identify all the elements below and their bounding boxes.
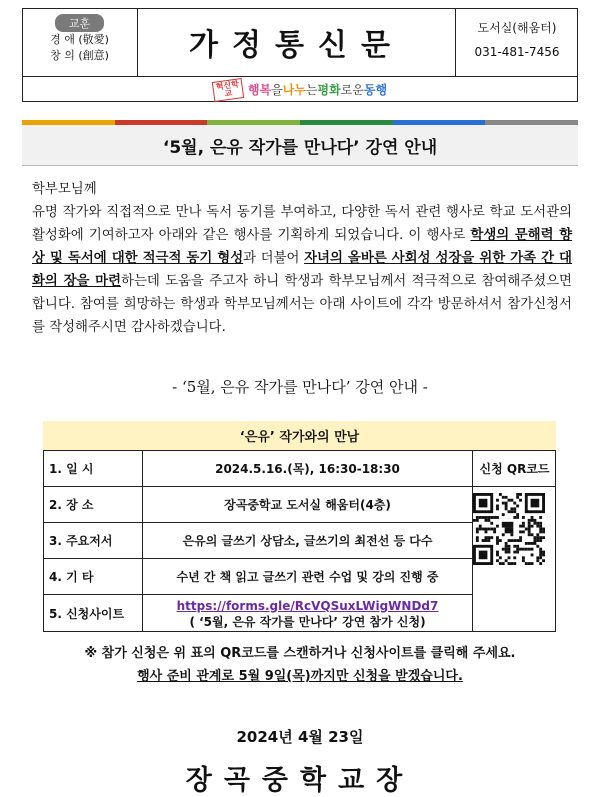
table-row-date <box>43 451 473 487</box>
notice-title: ‘5월, 은유 작가를 만나다’ 강연 안내 <box>22 125 578 166</box>
slogan-word-4: 동행 <box>363 83 388 97</box>
body-paragraph <box>32 201 572 339</box>
school-motto <box>22 8 138 76</box>
row-label: 5. 신청사이트 <box>43 595 143 632</box>
slogan-row <box>22 76 578 102</box>
table-row-etc <box>43 559 473 595</box>
slogan-particle-1: 을 <box>271 83 283 97</box>
row-label: 3. 주요저서 <box>43 523 143 558</box>
row-label: 1. 일 시 <box>43 451 143 486</box>
table-row-books <box>43 523 473 559</box>
row-value: 장곡중학교 도서실 해움터(4층) <box>143 487 473 522</box>
motto-badge: 교훈 <box>55 14 104 32</box>
deadline-note: 행사 준비 관계로 5월 9일(목)까지만 신청을 받겠습니다. <box>137 669 463 684</box>
slogan-particle-3: 로운 <box>340 83 364 97</box>
letter-body <box>32 178 572 339</box>
page-title: 가정통신문 <box>138 8 456 76</box>
slogan-particle-2: 는 <box>305 83 318 97</box>
row-label: 2. 장 소 <box>43 487 143 522</box>
body-text-1: 유명 작가와 직접적으로 만나 독서 동기를 부여하고, 다양한 독서 관련 행사로 학교 도서관의 활성화에 기여하고자 아래와 같은 행사를 기획하게 되었습니다. 이 행사로 <box>32 205 572 243</box>
body-text-3: 하는데 도움을 주고자 하니 학생과 학부모님께서 적극적으로 참여해주셨으면 합니다. 참여를 희망하는 학생과 학부모님께서는 아래 사이트에 각각 방문하셔서 참가신청서를 작성해주시면 감사하겠습니다. <box>32 274 572 335</box>
application-note: ※ 참가 신청은 위 표의 QR코드를 스캔하거나 신청사이트를 클릭해 주세요. <box>84 646 516 661</box>
table-row-place <box>43 487 473 523</box>
row-value: 2024.5.16.(목), 16:30-18:30 <box>143 451 473 486</box>
slogan-word-2: 나누 <box>282 83 306 97</box>
motto-line-2: 창 의 (創意) <box>50 49 109 62</box>
qr-title: 신청 QR코드 <box>473 451 556 487</box>
application-link[interactable]: https://forms.gle/RcVQSuxLWigWNDd7 <box>176 598 439 613</box>
underlined-text-1: 학생의 문해력 향상 및 독서에 대한 적극적 동기 형성 <box>32 228 573 266</box>
table-header: ‘은유’ 작가와의 만남 <box>43 421 556 451</box>
school-principal: 장곡중학교장 <box>185 765 415 796</box>
slogan-word-3: 평화 <box>317 83 341 97</box>
row-label: 4. 기 타 <box>43 559 143 594</box>
qr-code-icon[interactable] <box>473 493 545 565</box>
greeting: 학부모님께 <box>32 182 97 197</box>
contact-info <box>456 8 578 76</box>
table-row-site <box>43 595 473 632</box>
body-text-2: 과 더불어 <box>243 251 305 266</box>
underlined-text-2: 자녀의 올바른 사회성 성장을 위한 가족 간 대화의 장을 마련 <box>32 251 572 289</box>
contact-phone: 031-481-7456 <box>474 45 560 59</box>
event-sub-title: - ‘5월, 은유 작가를 만나다’ 강연 안내 - <box>172 378 428 396</box>
motto-line-1: 경 애 (敬愛) <box>50 33 109 46</box>
innovation-school-stamp-icon: 혁신학교 <box>212 78 244 102</box>
application-link-caption: ( ‘5월, 은유 작가를 만나다’ 강연 참가 신청) <box>189 614 426 629</box>
issue-date: 2024년 4월 23일 <box>236 728 364 746</box>
qr-column <box>473 451 556 632</box>
contact-department: 도서실(해움터) <box>477 21 557 35</box>
row-value: 은유의 글쓰기 상담소, 글쓰기의 최전선 등 다수 <box>143 523 473 558</box>
row-value <box>143 595 473 632</box>
slogan-word-1: 행복 <box>247 83 272 97</box>
row-value: 수년 간 책 읽고 글쓰기 관련 수업 및 강의 진행 중 <box>143 559 473 594</box>
